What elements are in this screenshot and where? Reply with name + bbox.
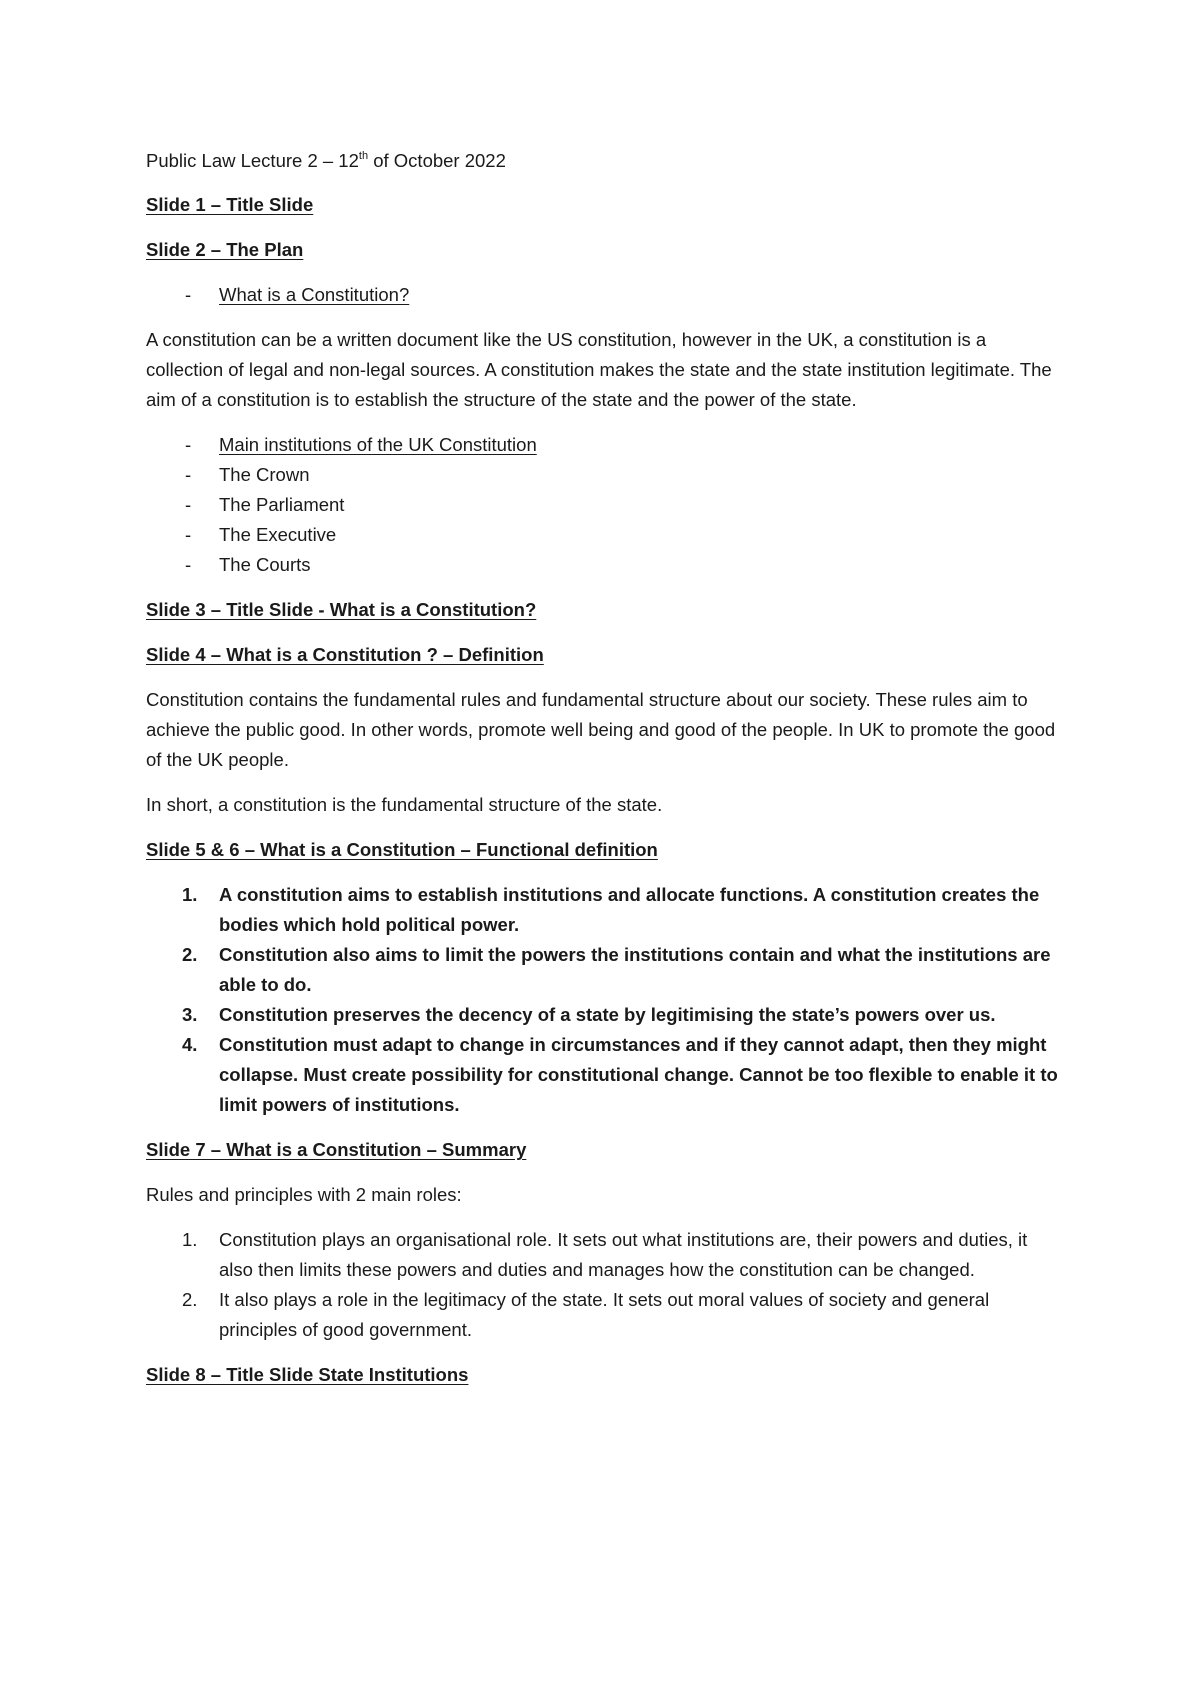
list-item	[146, 940, 1066, 1000]
slide-4-heading: Slide 4 – What is a Constitution ? – Definition	[146, 644, 544, 665]
list-item	[146, 880, 1066, 940]
lecture-title-ordinal: th	[358, 149, 369, 162]
list-number: 1.	[182, 1229, 198, 1250]
slide-4-paragraph: Constitution contains the fundamental rules and fundamental structure about our society. These rules aim to achieve the public good. In other words, promote well being and good of the people. In UK to promote the good of the UK people.	[146, 689, 1056, 770]
slide-2-paragraph: A constitution can be a written document like the US constitution, however in the UK, a constitution is a collection of legal and non-legal sources. A constitution makes the state and the state institution legitimate. The aim of a constitution is to establish the structure of the state and the power of the state.	[146, 329, 1052, 410]
slide-7-intro: Rules and principles with 2 main roles:	[146, 1184, 462, 1205]
plan-item-label: What is a Constitution?	[219, 284, 410, 305]
plan-list	[146, 280, 1066, 310]
list-item: - The Courts	[146, 550, 1066, 580]
institutions-list	[146, 430, 1066, 580]
list-item	[146, 280, 1066, 310]
list-number: 2.	[182, 944, 198, 965]
list-item-text: Constitution must adapt to change in circumstances and if they cannot adapt, then they might collapse. Must create possibility for constitutional change. Cannot be too flexible to enable it to limit powers of institutions.	[219, 1034, 1058, 1115]
list-item-text: Constitution also aims to limit the powers the institutions contain and what the institutions are able to do.	[219, 944, 1051, 995]
list-item	[146, 430, 1066, 460]
slide-7-heading: Slide 7 – What is a Constitution – Summary	[146, 1139, 527, 1160]
list-item	[146, 1285, 1066, 1345]
list-item	[146, 1030, 1066, 1120]
list-item-text: A constitution aims to establish institutions and allocate functions. A constitution creates the bodies which hold political power.	[219, 884, 1040, 935]
list-item	[146, 1225, 1066, 1285]
list-number: 1.	[182, 884, 198, 905]
document-body	[146, 146, 1066, 1405]
slide-1-heading: Slide 1 – Title Slide	[146, 194, 314, 215]
list-number: 2.	[182, 1289, 198, 1310]
list-number: 3.	[182, 1004, 198, 1025]
list-item-text: Constitution plays an organisational role. It sets out what institutions are, their powers and duties, it also then limits these powers and duties and manages how the constitution can be changed.	[219, 1229, 1028, 1280]
list-item: - The Parliament	[146, 490, 1066, 520]
summary-list	[146, 1225, 1066, 1345]
list-number: 4.	[182, 1034, 198, 1055]
slide-8-heading: Slide 8 – Title Slide State Institutions	[146, 1364, 469, 1385]
list-item-text: It also plays a role in the legitimacy of the state. It sets out moral values of society and general principles of good government.	[219, 1289, 990, 1340]
lecture-title	[146, 146, 1066, 176]
list-item: - The Crown	[146, 460, 1066, 490]
lecture-title-date: of October 2022	[368, 150, 506, 171]
slide-5-6-heading: Slide 5 & 6 – What is a Constitution – Functional definition	[146, 839, 658, 860]
functional-definition-list	[146, 880, 1066, 1120]
list-item	[146, 1000, 1066, 1030]
lecture-title-main: Public Law Lecture 2 – 12	[146, 150, 359, 171]
institutions-list-heading: Main institutions of the UK Constitution	[219, 434, 537, 455]
slide-4-summary: In short, a constitution is the fundamental structure of the state.	[146, 794, 663, 815]
slide-3-heading: Slide 3 – Title Slide - What is a Constitution?	[146, 599, 537, 620]
list-item-text: Constitution preserves the decency of a state by legitimising the state’s powers over us.	[219, 1004, 996, 1025]
slide-2-heading: Slide 2 – The Plan	[146, 239, 304, 260]
list-item: - The Executive	[146, 520, 1066, 550]
